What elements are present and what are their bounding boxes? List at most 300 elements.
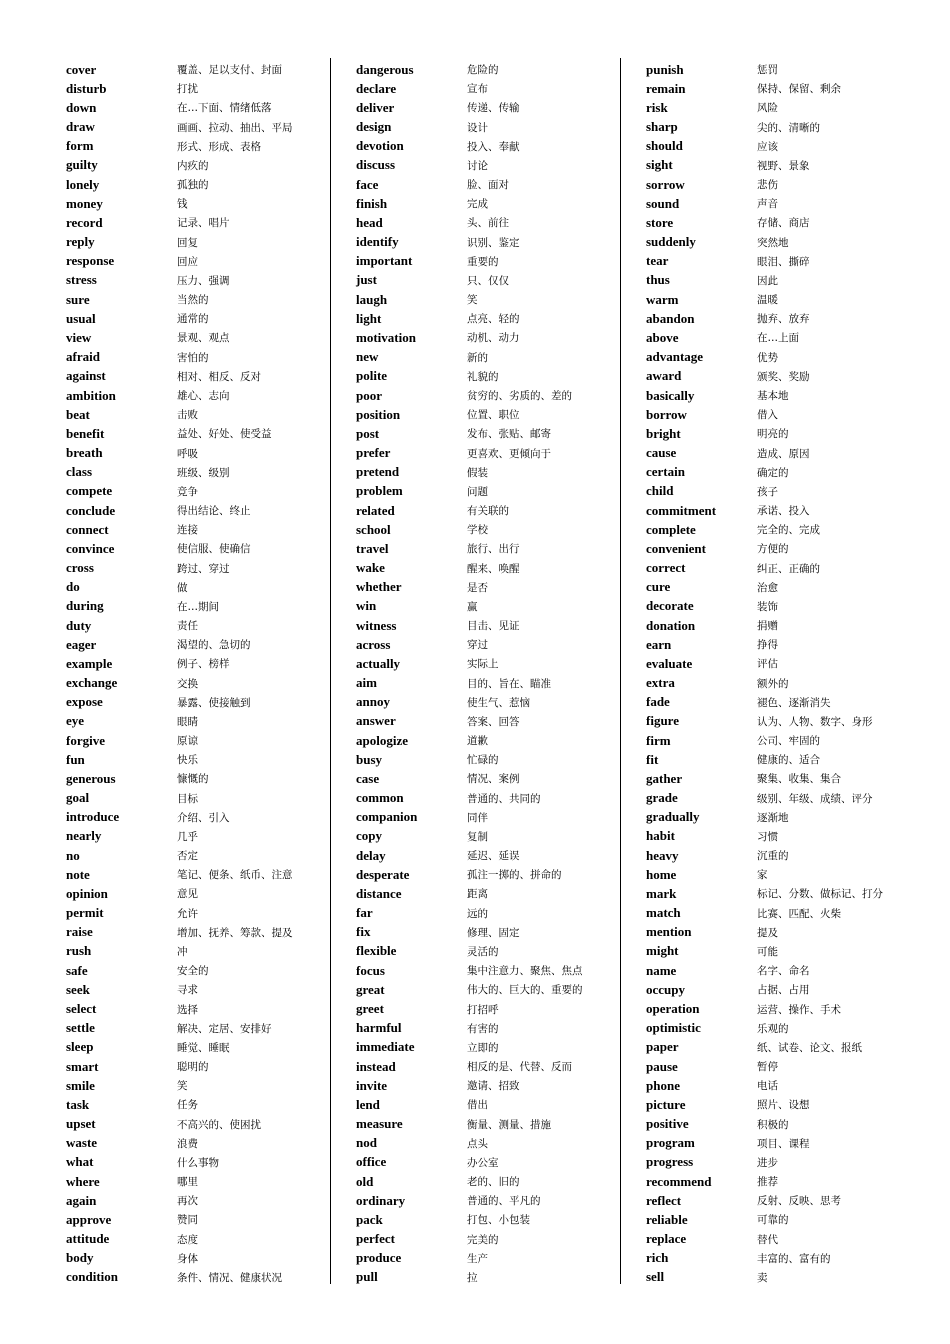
vocab-word: problem	[356, 483, 403, 499]
vocab-entry	[66, 789, 293, 808]
vocab-word: program	[646, 1135, 695, 1151]
vocab-definition: 连接	[177, 524, 198, 537]
vocab-word: devotion	[356, 138, 404, 154]
vocab-word: response	[66, 253, 115, 269]
vocab-word: duty	[66, 617, 92, 633]
vocab-entry	[646, 1191, 883, 1210]
vocab-entry	[646, 1153, 883, 1172]
vocab-definition: 积极的	[757, 1118, 789, 1131]
vocab-definition: 级别、年级、成绩、评分	[757, 792, 873, 805]
vocab-entry	[66, 884, 293, 903]
vocab-word: decorate	[646, 598, 694, 614]
vocab-entry	[646, 271, 883, 290]
vocab-word: firm	[646, 732, 671, 748]
vocab-word: upset	[66, 1116, 96, 1132]
vocab-word: travel	[356, 540, 389, 556]
vocab-definition: 新的	[467, 351, 488, 364]
vocab-word: goal	[66, 790, 90, 806]
vocab-word: reflect	[646, 1192, 682, 1208]
vocab-definition: 危险的	[467, 64, 499, 77]
vocab-definition: 动机、动力	[467, 332, 520, 345]
vocab-definition: 笑	[177, 1080, 188, 1093]
vocab-entry	[356, 1268, 583, 1287]
vocab-entry	[356, 501, 583, 520]
vocab-word: suddenly	[646, 234, 696, 250]
vocab-word: store	[646, 214, 674, 230]
vocab-word: expose	[66, 694, 103, 710]
vocab-entry	[66, 1153, 293, 1172]
vocab-definition: 额外的	[757, 677, 789, 690]
vocab-definition: 可靠的	[757, 1214, 789, 1227]
vocab-entry	[356, 309, 583, 328]
vocab-entry	[66, 616, 293, 635]
vocab-word: forgive	[66, 732, 105, 748]
vocab-entry	[646, 405, 883, 424]
vocab-entry	[356, 999, 583, 1018]
vocab-entry	[646, 558, 883, 577]
vocab-entry	[356, 693, 583, 712]
vocab-entry	[66, 980, 293, 999]
vocab-definition: 温暖	[757, 294, 778, 307]
vocab-definition: 竞争	[177, 485, 198, 498]
vocab-entry	[646, 482, 883, 501]
vocab-word: bright	[646, 425, 681, 441]
vocab-word: do	[66, 579, 80, 595]
vocab-definition: 借入	[757, 409, 778, 422]
vocab-definition: 礼貌的	[467, 370, 499, 383]
vocab-entry	[646, 1076, 883, 1095]
vocab-definition: 突然地	[757, 236, 789, 249]
vocab-entry	[646, 961, 883, 980]
vocab-definition: 修理、固定	[467, 926, 520, 939]
vocab-definition: 慷慨的	[177, 773, 209, 786]
vocab-word: attitude	[66, 1231, 110, 1247]
vocab-word: gather	[646, 770, 683, 786]
vocab-word: against	[66, 368, 106, 384]
vocab-definition: 治愈	[757, 581, 778, 594]
vocab-definition: 贫穷的、劣质的、差的	[467, 390, 572, 402]
vocab-word: lend	[356, 1096, 380, 1112]
vocab-word: across	[356, 636, 391, 652]
vocab-word: warm	[646, 291, 679, 307]
vocab-word: fun	[66, 751, 85, 767]
vocab-definition: 在…下面、情绪低落	[177, 102, 272, 115]
vocab-entry	[646, 616, 883, 635]
vocab-entry	[66, 137, 293, 156]
vocab-entry	[646, 693, 883, 712]
vocab-definition: 识别、鉴定	[467, 236, 520, 249]
vocab-entry	[66, 1114, 293, 1133]
vocab-definition: 集中注意力、聚焦、焦点	[467, 965, 583, 978]
vocab-word: great	[356, 981, 385, 997]
vocab-definition: 跨过、穿过	[177, 562, 230, 575]
vocab-entry	[66, 1095, 293, 1114]
vocab-definition: 身体	[177, 1252, 198, 1265]
vocab-definition: 不高兴的、使困扰	[177, 1118, 261, 1131]
vocab-definition: 老的、旧的	[467, 1176, 520, 1189]
vocab-entry	[356, 789, 583, 808]
vocab-entry	[66, 1134, 293, 1153]
vocab-definition: 抛弃、放弃	[757, 313, 810, 326]
vocab-entry	[356, 118, 583, 137]
vocab-entry	[66, 1210, 293, 1229]
vocab-definition: 做	[177, 581, 188, 594]
vocab-word: class	[66, 464, 92, 480]
vocab-definition: 方便的	[757, 543, 789, 556]
vocab-entry	[356, 271, 583, 290]
vocab-definition: 认为、人物、数字、身形	[757, 715, 873, 728]
vocab-entry	[646, 731, 883, 750]
vocab-definition: 装饰	[757, 600, 778, 613]
vocab-definition: 呼吸	[177, 447, 198, 460]
vocab-definition: 例子、榜样	[177, 658, 230, 671]
vocab-definition: 得出结论、终止	[177, 505, 251, 518]
vocab-definition: 笔记、便条、纸币、注意	[177, 869, 293, 882]
vocab-definition: 态度	[177, 1233, 198, 1246]
vocab-word: breath	[66, 445, 103, 461]
vocab-entry	[646, 309, 883, 328]
vocab-word: heavy	[646, 847, 679, 863]
vocab-definition: 反射、反映、思考	[757, 1195, 841, 1208]
vocab-entry	[356, 194, 583, 213]
vocab-word: nod	[356, 1135, 377, 1151]
vocab-entry	[66, 194, 293, 213]
vocab-word: generous	[66, 770, 116, 786]
vocab-word: note	[66, 866, 90, 882]
vocab-definition: 提及	[757, 926, 778, 939]
vocab-entry	[66, 156, 293, 175]
vocab-definition: 运营、操作、手术	[757, 1003, 841, 1016]
vocab-word: punish	[646, 61, 684, 77]
vocab-entry	[646, 942, 883, 961]
vocab-word: annoy	[356, 694, 390, 710]
vocab-entry	[356, 654, 583, 673]
vocab-definition: 有关联的	[467, 505, 509, 518]
vocab-entry	[356, 578, 583, 597]
vocab-definition: 复制	[467, 830, 488, 843]
vocab-definition: 公司、牢固的	[757, 735, 820, 748]
vocab-definition: 景观、观点	[177, 332, 230, 345]
vocab-entry	[66, 79, 293, 98]
vocab-definition: 存储、商店	[757, 217, 810, 230]
vocab-definition: 同伴	[467, 811, 488, 824]
vocab-definition: 目的、旨在、瞄准	[467, 677, 551, 690]
vocab-entry	[646, 175, 883, 194]
vocab-entry	[66, 482, 293, 501]
vocab-definition: 孩子	[757, 485, 778, 498]
vocab-definition: 记录、唱片	[177, 217, 230, 230]
vocab-word: picture	[646, 1096, 686, 1112]
vocab-word: convenient	[646, 540, 706, 556]
vocab-word: positive	[646, 1116, 689, 1132]
vocab-entry	[356, 923, 583, 942]
vocab-definition: 推荐	[757, 1176, 778, 1189]
vocab-word: common	[356, 790, 404, 806]
vocab-word: earn	[646, 636, 672, 652]
vocab-entry	[646, 424, 883, 443]
vocab-entry	[356, 597, 583, 616]
vocab-entry	[356, 482, 583, 501]
vocab-word: sight	[646, 157, 673, 173]
vocab-entry	[646, 60, 883, 79]
vocab-entry	[66, 558, 293, 577]
vocab-definition: 重要的	[467, 255, 499, 268]
vocab-word: seek	[66, 981, 90, 997]
vocab-definition: 投入、奉献	[467, 140, 520, 153]
vocab-entry	[646, 1229, 883, 1248]
vocab-entry	[66, 539, 293, 558]
vocab-definition: 选择	[177, 1003, 198, 1016]
vocab-definition: 什么事物	[177, 1156, 219, 1169]
vocab-entry	[646, 1134, 883, 1153]
vocab-entry	[646, 137, 883, 156]
vocab-word: fix	[356, 924, 371, 940]
vocab-entry	[66, 635, 293, 654]
vocab-entry	[356, 520, 583, 539]
vocab-entry	[646, 348, 883, 367]
vocab-definition: 是否	[467, 581, 488, 594]
vocab-word: optimistic	[646, 1020, 701, 1036]
vocab-entry	[356, 1095, 583, 1114]
vocab-word: sell	[646, 1269, 665, 1285]
vocab-word: view	[66, 329, 92, 345]
vocab-word: ordinary	[356, 1192, 406, 1208]
column-divider	[620, 58, 621, 1284]
vocab-entry	[66, 367, 293, 386]
vocab-entry	[66, 175, 293, 194]
vocab-entry	[356, 616, 583, 635]
vocab-entry	[66, 405, 293, 424]
vocab-definition: 脸、面对	[467, 179, 509, 192]
vocab-entry	[66, 769, 293, 788]
vocab-word: remain	[646, 80, 686, 96]
vocab-definition: 距离	[467, 888, 488, 901]
vocab-word: connect	[66, 521, 109, 537]
vocab-definition: 形式、形成、表格	[177, 140, 261, 153]
vocab-word: school	[356, 521, 391, 537]
vocab-entry	[356, 405, 583, 424]
vocab-word: win	[356, 598, 377, 614]
vocab-word: convince	[66, 540, 115, 556]
vocab-entry	[646, 98, 883, 117]
vocab-entry	[66, 674, 293, 693]
vocab-word: benefit	[66, 425, 105, 441]
vocab-entry	[356, 98, 583, 117]
vocab-definition: 渴望的、急切的	[177, 639, 251, 652]
vocab-word: record	[66, 214, 103, 230]
vocab-definition: 解决、定居、安排好	[177, 1022, 272, 1035]
vocab-definition: 办公室	[467, 1156, 499, 1169]
vocab-definition: 答案、回答	[467, 715, 520, 728]
vocab-word: operation	[646, 1001, 700, 1016]
vocab-definition: 害怕的	[177, 351, 209, 364]
vocab-definition: 情况、案例	[467, 773, 520, 786]
vocab-definition: 聚集、收集、集合	[757, 773, 841, 786]
vocab-definition: 造成、原因	[757, 447, 810, 460]
vocab-word: sure	[66, 291, 90, 307]
vocab-word: dangerous	[356, 61, 414, 77]
vocab-definition: 宣布	[467, 83, 488, 96]
vocab-word: evaluate	[646, 655, 693, 671]
vocab-definition: 条件、情况、健康状况	[177, 1271, 282, 1284]
vocab-definition: 比赛、匹配、火柴	[757, 907, 841, 920]
vocab-word: head	[356, 214, 383, 230]
vocab-column-3	[646, 60, 883, 1287]
vocab-entry	[356, 712, 583, 731]
vocab-definition: 内疚的	[177, 159, 209, 172]
vocab-entry	[356, 386, 583, 405]
vocab-definition: 安全的	[177, 965, 209, 978]
vocab-word: cause	[646, 445, 677, 461]
vocab-entry	[356, 213, 583, 232]
vocab-definition: 替代	[757, 1233, 778, 1246]
vocab-word: extra	[646, 675, 675, 691]
vocab-definition: 相反的是、代替、反而	[467, 1061, 572, 1074]
vocab-word: gradually	[646, 809, 700, 825]
vocab-definition: 只、仅仅	[467, 274, 509, 287]
vocab-word: example	[66, 655, 113, 671]
vocab-entry	[356, 424, 583, 443]
vocab-definition: 确定的	[757, 466, 789, 479]
vocab-word: donation	[646, 617, 696, 633]
vocab-word: above	[646, 329, 679, 345]
vocab-word: where	[66, 1173, 100, 1189]
vocab-definition: 延迟、延误	[467, 850, 520, 863]
vocab-word: occupy	[646, 981, 685, 997]
vocab-word: invite	[356, 1077, 388, 1093]
vocab-entry	[646, 290, 883, 309]
vocab-entry	[66, 1268, 293, 1287]
vocab-definition: 惩罚	[757, 64, 778, 77]
vocab-definition: 悲伤	[757, 179, 778, 192]
vocab-word: cross	[66, 560, 94, 576]
vocab-definition: 班级、级别	[177, 466, 230, 479]
vocab-definition: 项目、课程	[757, 1137, 810, 1150]
vocab-word: polite	[356, 368, 388, 384]
vocab-word: advantage	[646, 349, 704, 365]
vocab-entry	[66, 923, 293, 942]
vocab-entry	[66, 118, 293, 137]
vocab-entry	[646, 1268, 883, 1287]
vocab-definition: 允许	[177, 907, 198, 920]
vocab-entry	[356, 328, 583, 347]
vocab-entry	[646, 1038, 883, 1057]
vocab-definition: 快乐	[177, 754, 198, 767]
vocab-definition: 任务	[177, 1099, 198, 1112]
vocab-entry	[646, 904, 883, 923]
vocab-definition: 褪色、逐渐消失	[757, 696, 831, 709]
vocab-entry	[646, 539, 883, 558]
vocab-word: waste	[66, 1135, 98, 1151]
vocab-entry	[356, 731, 583, 750]
vocab-word: match	[646, 905, 681, 921]
vocab-definition: 冲	[177, 945, 188, 958]
vocab-word: name	[646, 962, 677, 978]
vocab-definition: 使生气、惹恼	[467, 696, 530, 709]
vocab-definition: 责任	[177, 620, 198, 633]
vocab-entry	[356, 367, 583, 386]
vocab-definition: 发布、张贴、邮寄	[467, 428, 551, 441]
vocab-definition: 孤独的	[177, 179, 209, 192]
vocab-word: fade	[646, 694, 670, 710]
vocab-definition: 醒来、唤醒	[467, 562, 520, 575]
vocab-entry	[66, 501, 293, 520]
vocab-entry	[646, 213, 883, 232]
vocab-entry	[646, 463, 883, 482]
vocab-definition: 忙碌的	[467, 754, 499, 767]
vocab-definition: 纠正、正确的	[757, 562, 820, 575]
vocab-definition: 再次	[177, 1195, 198, 1208]
vocab-word: form	[66, 138, 94, 154]
vocab-entry	[356, 846, 583, 865]
vocab-definition: 使信服、使确信	[177, 543, 251, 556]
vocab-word: down	[66, 99, 97, 115]
vocab-entry	[356, 463, 583, 482]
vocab-word: identify	[356, 234, 399, 250]
vocab-word: pull	[356, 1269, 378, 1285]
vocab-definition: 画画、拉动、抽出、平局	[177, 121, 293, 134]
vocab-entry	[66, 309, 293, 328]
vocab-entry	[66, 60, 293, 79]
vocab-definition: 目标	[177, 792, 198, 805]
vocab-word: opinion	[66, 885, 108, 901]
vocab-word: grade	[646, 790, 678, 806]
vocab-entry	[646, 79, 883, 98]
vocab-word: home	[646, 866, 677, 882]
vocab-entry	[66, 443, 293, 462]
vocab-definition: 电话	[757, 1080, 778, 1093]
vocab-definition: 完全的、完成	[757, 524, 820, 537]
vocab-definition: 压力、强调	[177, 274, 230, 287]
vocab-definition: 传递、传输	[467, 102, 520, 115]
vocab-word: related	[356, 502, 395, 518]
vocab-entry	[646, 194, 883, 213]
vocab-entry	[356, 674, 583, 693]
vocab-word: settle	[66, 1020, 95, 1036]
vocab-definition: 通常的	[177, 313, 209, 326]
vocab-word: harmful	[356, 1020, 402, 1036]
vocab-definition: 回应	[177, 255, 198, 268]
vocab-word: beat	[66, 406, 90, 422]
vocab-definition: 暂停	[757, 1061, 778, 1074]
vocab-word: deliver	[356, 99, 395, 115]
vocab-word: risk	[646, 99, 668, 115]
vocab-word: child	[646, 483, 674, 499]
vocab-definition: 打招呼	[467, 1003, 499, 1016]
vocab-entry	[66, 1172, 293, 1191]
vocab-entry	[646, 578, 883, 597]
vocab-word: complete	[646, 521, 696, 537]
vocab-definition: 浪费	[177, 1137, 198, 1150]
vocab-definition: 否定	[177, 850, 198, 863]
vocab-entry	[356, 252, 583, 271]
vocab-word: conclude	[66, 502, 116, 518]
vocab-entry	[66, 252, 293, 271]
vocab-entry	[356, 175, 583, 194]
vocab-word: stress	[66, 272, 97, 288]
vocab-entry	[356, 79, 583, 98]
vocab-definition: 伟大的、巨大的、重要的	[467, 984, 583, 997]
vocab-entry	[646, 1114, 883, 1133]
vocab-word: draw	[66, 119, 95, 135]
vocab-word: recommend	[646, 1173, 712, 1189]
vocab-word: certain	[646, 464, 685, 480]
vocab-entry	[66, 827, 293, 846]
vocab-definition: 明亮的	[757, 428, 789, 441]
vocab-word: permit	[66, 905, 104, 921]
vocab-word: whether	[356, 579, 402, 595]
vocab-word: face	[356, 176, 379, 192]
